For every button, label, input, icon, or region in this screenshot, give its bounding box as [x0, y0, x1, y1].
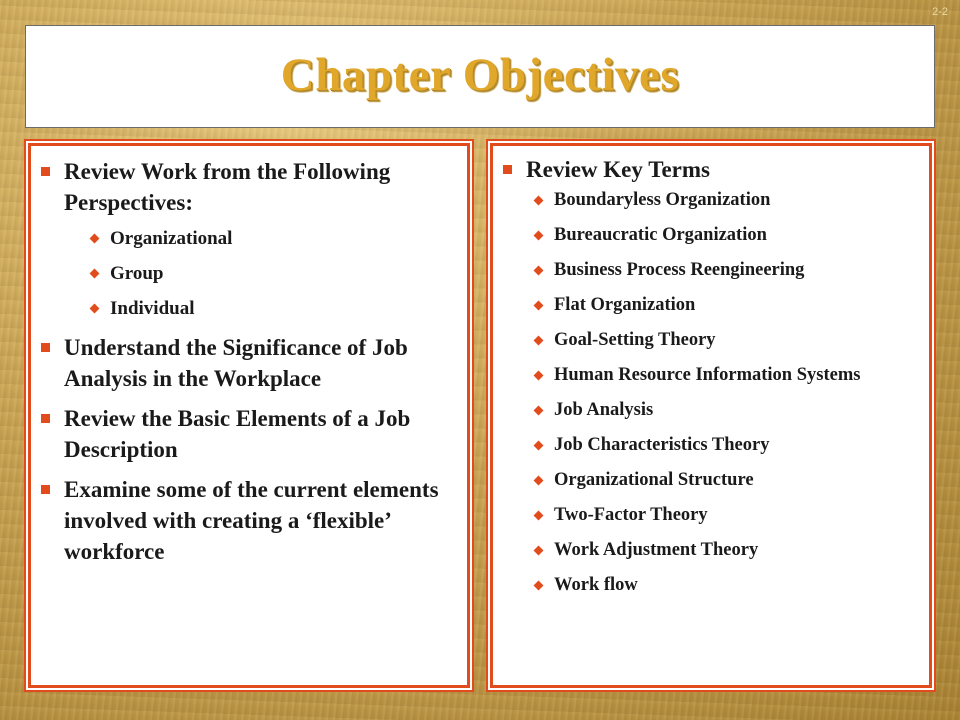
square-bullet-icon	[41, 485, 50, 494]
key-term-text: Work flow	[554, 575, 638, 595]
key-term-text: Work Adjustment Theory	[554, 540, 759, 560]
key-term-item	[535, 434, 923, 456]
key-term-text: Job Characteristics Theory	[554, 435, 770, 455]
square-bullet-icon	[41, 343, 50, 352]
perspective-item	[91, 262, 457, 285]
objectives-panel	[28, 143, 470, 688]
objective-text: Understand the Significance of Job Analysis in the Workplace	[64, 335, 408, 391]
key-term-item	[535, 329, 923, 351]
key-term-text: Business Process Reengineering	[554, 260, 805, 280]
key-terms-heading-text: Review Key Terms	[526, 157, 710, 182]
square-bullet-icon	[41, 414, 50, 423]
key-term-item	[535, 364, 923, 386]
key-term-text: Organizational Structure	[554, 470, 754, 490]
diamond-bullet-icon	[534, 511, 544, 521]
perspective-text: Organizational	[110, 228, 233, 249]
diamond-bullet-icon	[534, 371, 544, 381]
key-term-item	[535, 539, 923, 561]
diamond-bullet-icon	[534, 336, 544, 346]
key-term-text: Goal-Setting Theory	[554, 330, 716, 350]
key-term-item	[535, 399, 923, 421]
objective-item	[41, 332, 457, 394]
square-bullet-icon	[41, 167, 50, 176]
key-term-item	[535, 259, 923, 281]
title-box	[25, 25, 935, 128]
objective-text: Examine some of the current elements involved with creating a ‘flexible’ workforce	[64, 477, 439, 564]
key-term-text: Two-Factor Theory	[554, 505, 708, 525]
perspective-text: Individual	[110, 298, 195, 319]
diamond-bullet-icon	[534, 546, 544, 556]
slide-title: Chapter Objectives	[280, 48, 680, 101]
key-term-text: Bureaucratic Organization	[554, 225, 767, 245]
diamond-bullet-icon	[534, 406, 544, 416]
key-term-item	[535, 574, 923, 596]
diamond-bullet-icon	[534, 266, 544, 276]
diamond-bullet-icon	[534, 476, 544, 486]
key-term-text: Human Resource Information Systems	[554, 365, 861, 385]
diamond-bullet-icon	[534, 581, 544, 591]
objective-item	[41, 474, 457, 567]
diamond-bullet-icon	[534, 441, 544, 451]
key-term-item	[535, 469, 923, 491]
objective-item	[41, 403, 457, 465]
diamond-bullet-icon	[90, 234, 100, 244]
slide-number: 2-2	[932, 6, 948, 18]
key-term-text: Job Analysis	[554, 400, 654, 420]
diamond-bullet-icon	[90, 269, 100, 279]
objective-text: Review the Basic Elements of a Job Description	[64, 406, 411, 462]
diamond-bullet-icon	[534, 301, 544, 311]
key-term-text: Boundaryless Organization	[554, 190, 771, 210]
objective-item	[41, 156, 457, 320]
perspective-item	[91, 227, 457, 250]
perspective-item	[91, 297, 457, 320]
key-term-item	[535, 294, 923, 316]
diamond-bullet-icon	[534, 231, 544, 241]
diamond-bullet-icon	[90, 304, 100, 314]
diamond-bullet-icon	[534, 196, 544, 206]
square-bullet-icon	[503, 165, 512, 174]
key-term-text: Flat Organization	[554, 295, 696, 315]
key-terms-panel	[490, 143, 932, 688]
key-term-item	[535, 189, 923, 211]
perspective-text: Group	[110, 263, 164, 284]
key-term-item	[535, 504, 923, 526]
key-terms-heading	[503, 154, 923, 185]
key-term-item	[535, 224, 923, 246]
objective-text: Review Work from the Following Perspectives:	[64, 159, 391, 215]
